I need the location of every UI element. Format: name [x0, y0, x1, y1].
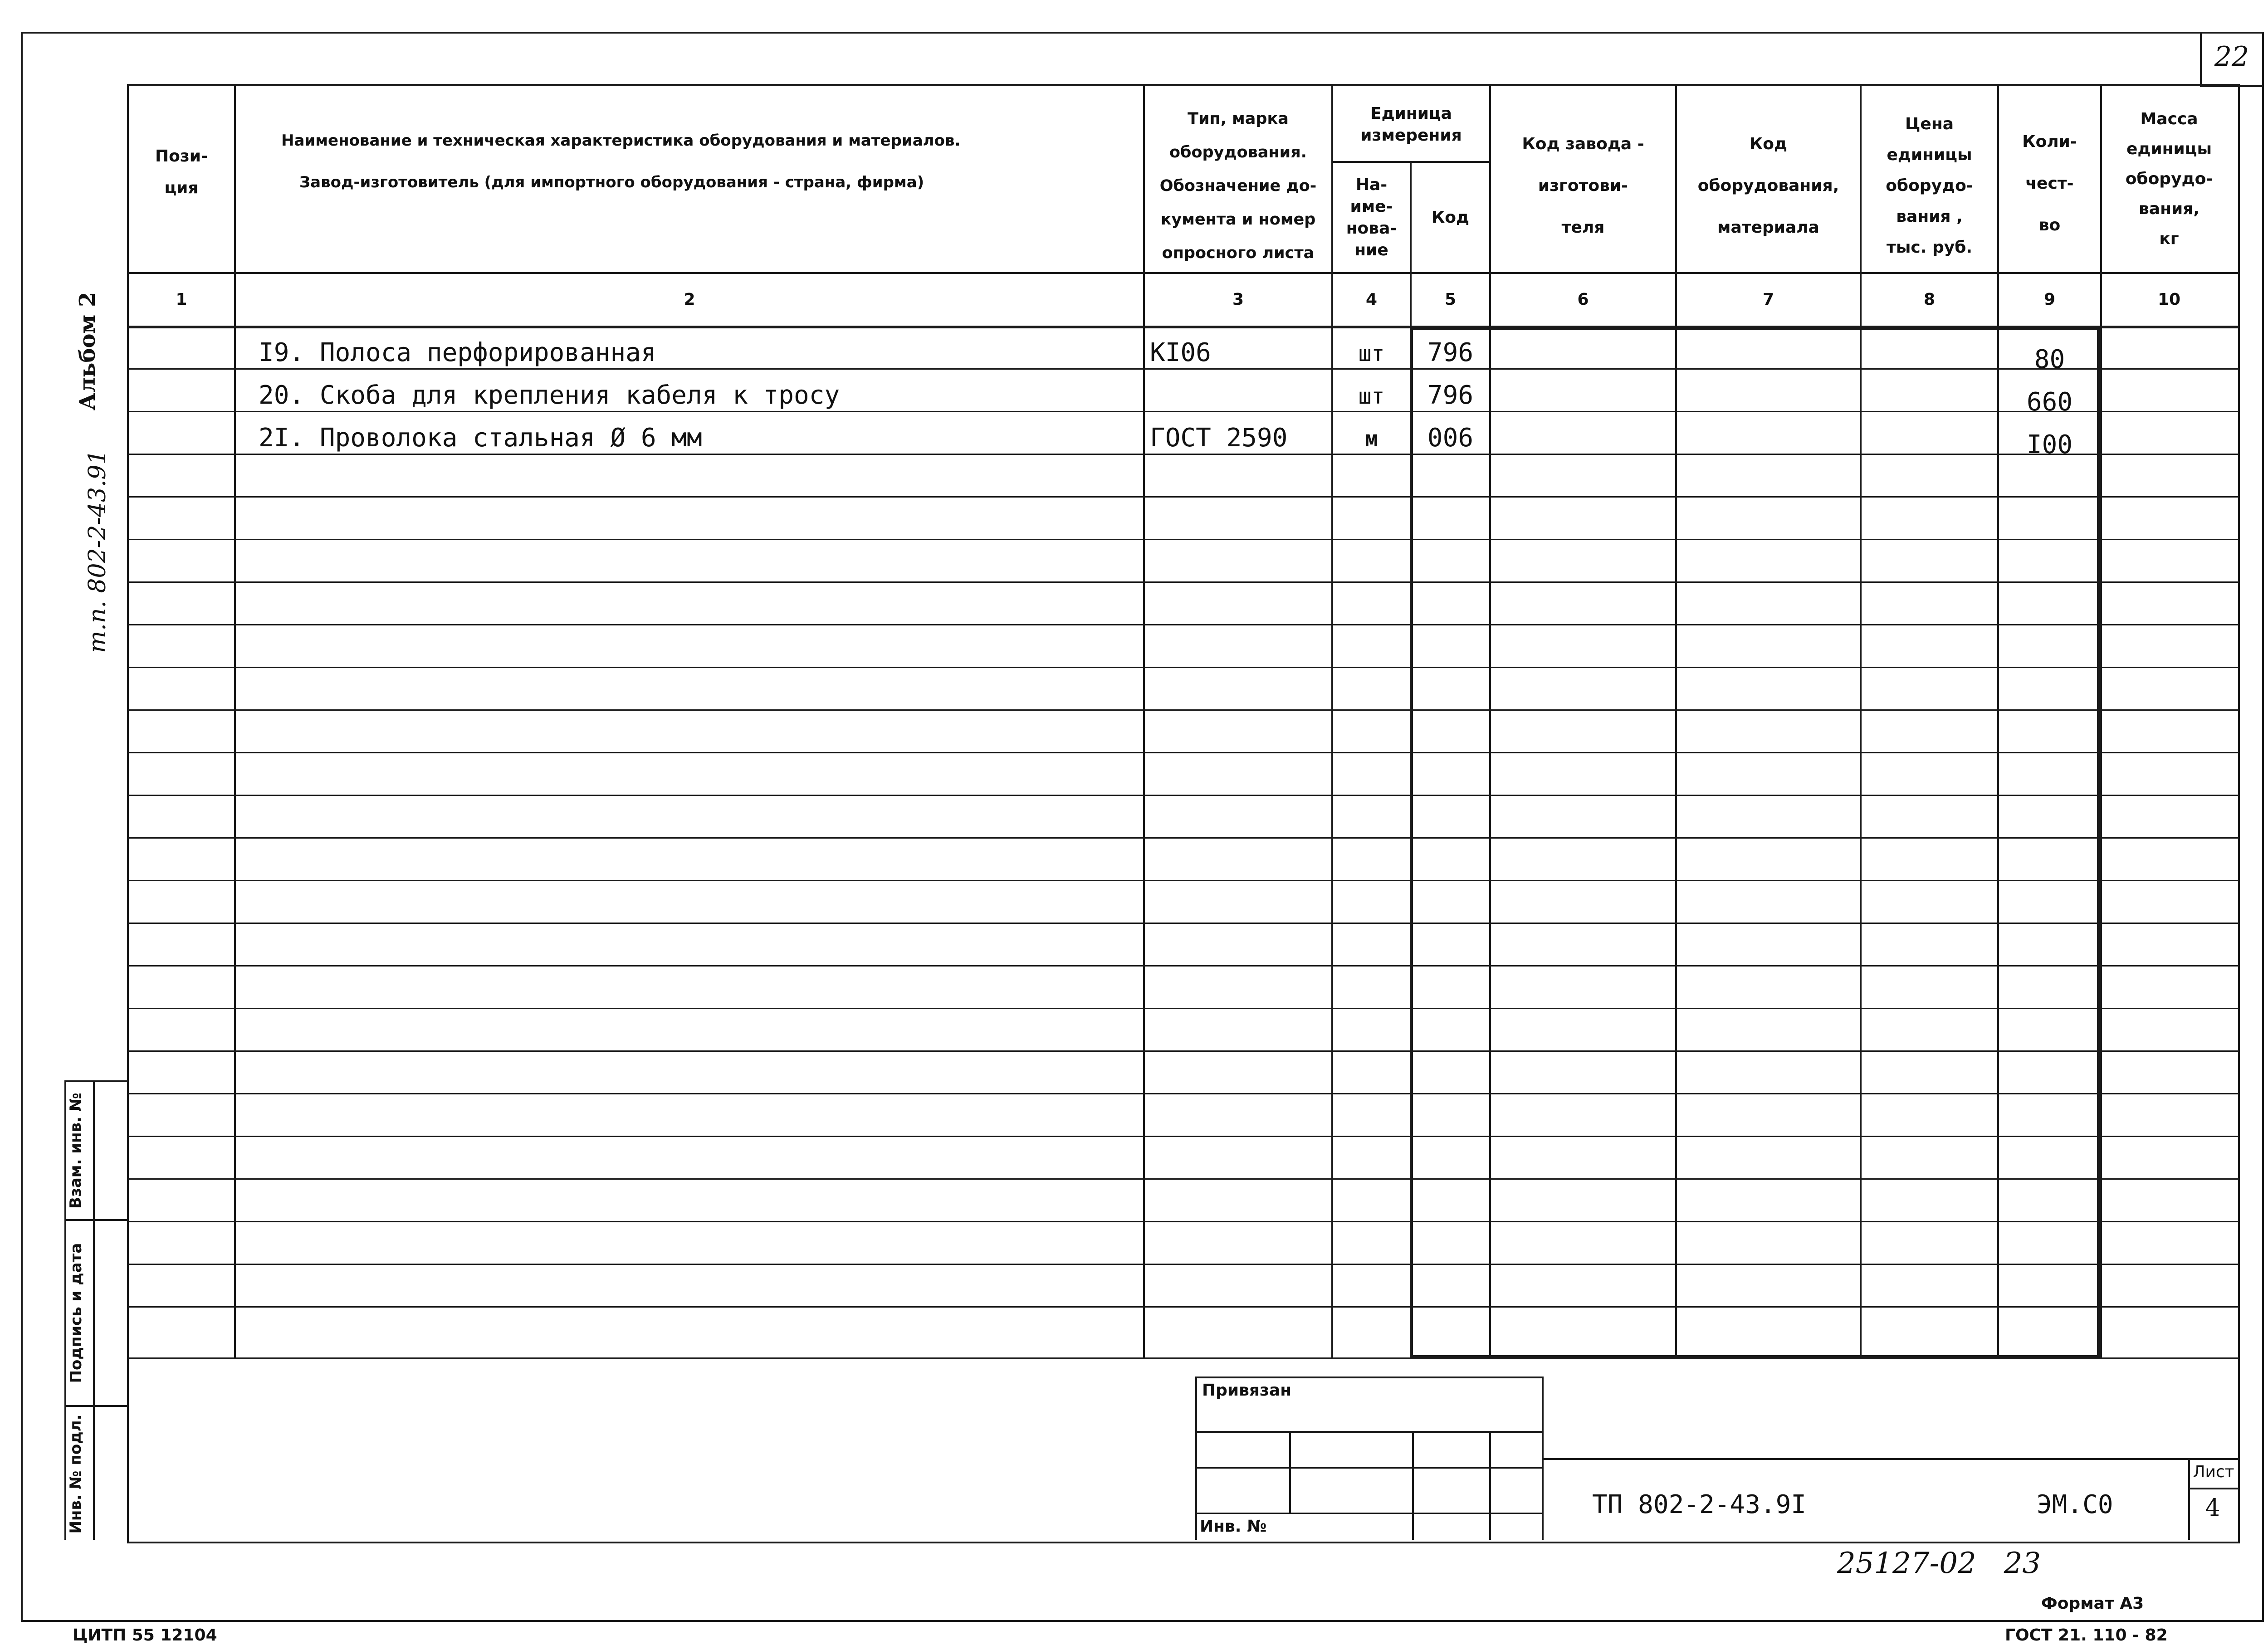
- header-equipment-code: Код оборудования, материала: [1697, 135, 1839, 237]
- format-label: Формат А3: [2041, 1594, 2144, 1613]
- document-code: ТП 802-2-43.9I: [1592, 1490, 1807, 1519]
- side-vzam-label: Взам. инв. №: [67, 1093, 85, 1209]
- colnum-6: 6: [1577, 290, 1589, 309]
- col-divider: [1331, 84, 1333, 1358]
- colnum-7: 7: [1762, 290, 1774, 309]
- header-unit-group: Единица измерения: [1360, 104, 1462, 145]
- header-quantity: Коли- чест- во: [2022, 132, 2077, 234]
- row-unit-code: 006: [1427, 423, 1474, 453]
- archive-number: 25127-02 23: [1837, 1547, 2041, 1580]
- privyazan-divider: [1289, 1431, 1291, 1513]
- row-unit: шт: [1358, 384, 1385, 409]
- row-type: ГОСТ 2590: [1150, 423, 1288, 453]
- sheet-label: Лист: [2193, 1463, 2234, 1481]
- colnum-4: 4: [1365, 290, 1378, 309]
- header-type: Тип, марка оборудования. Обозначение до- кумента и номер опросного листа: [1159, 110, 1317, 262]
- header-name: [281, 132, 1120, 191]
- col-divider: [234, 84, 236, 1358]
- sheet-box-divider: [2188, 1488, 2238, 1489]
- colnum-8: 8: [1923, 290, 1936, 309]
- row-quantity: 660: [2026, 387, 2073, 417]
- privyazan-divider: [1195, 1467, 1544, 1469]
- header-unit-name: На- име- нова- ние: [1346, 176, 1397, 259]
- row-unit: м: [1365, 426, 1378, 452]
- unit-group-divider: [1331, 161, 1491, 163]
- header-unit-code: Код: [1431, 208, 1470, 227]
- colnum-10: 10: [2157, 290, 2181, 309]
- side-inv-podl-label: Инв. № подл.: [67, 1414, 85, 1534]
- row-unit-code: 796: [1427, 381, 1474, 410]
- privyazan-divider: [1195, 1431, 1544, 1433]
- document-mark: ЭМ.С0: [2037, 1490, 2113, 1519]
- sheet-number: 4: [2205, 1494, 2220, 1522]
- side-album-label: Альбом 2: [75, 292, 100, 410]
- row-name: 2I. Проволока стальная Ø 6 мм: [259, 423, 702, 453]
- col-divider: [1143, 84, 1145, 1358]
- header-position: Пози- ция: [155, 147, 208, 197]
- colnum-5: 5: [1444, 290, 1457, 309]
- header-name-line2: Завод-изготовитель (для импортного оборудования - страна, фирма): [299, 173, 924, 191]
- privyazan-divider: [1195, 1513, 1544, 1514]
- side-project-label: т.п. 802-2-43.91: [84, 449, 111, 653]
- header-bottom-line: [127, 272, 2238, 274]
- row-name: I9. Полоса перфорированная: [259, 338, 656, 367]
- row-type: КI06: [1150, 338, 1211, 367]
- colnum-bottom-line: [127, 326, 2238, 328]
- stamp-strip-divider: [93, 1080, 95, 1540]
- header-price: Цена единицы оборудо- вания , тыс. руб.: [1886, 115, 1973, 257]
- footer-left: ЦИТП 55 12104: [73, 1626, 217, 1645]
- bold-data-block: [1410, 327, 2100, 1358]
- row-name: 20. Скоба для крепления кабеля к тросу: [259, 381, 840, 410]
- privyazan-divider: [1489, 1431, 1491, 1540]
- colnum-1: 1: [176, 290, 187, 309]
- col-divider: [2100, 84, 2102, 1358]
- header-name-line1: Наименование и техническая характеристика оборудования и материалов.: [281, 132, 961, 150]
- colnum-2: 2: [684, 290, 695, 309]
- corner-sheet-number: 22: [2214, 41, 2249, 73]
- row-unit: шт: [1358, 341, 1385, 366]
- colnum-9: 9: [2043, 290, 2056, 309]
- privyazan-box: [1195, 1377, 1544, 1540]
- footer-right: ГОСТ 21. 110 - 82: [2005, 1626, 2168, 1645]
- header-factory-code: Код завода - изготови- теля: [1522, 135, 1644, 237]
- header-mass: Масса единицы оборудо- вания, кг: [2125, 110, 2213, 248]
- colnum-3: 3: [1232, 290, 1244, 309]
- inv-no-label: Инв. №: [1200, 1517, 1267, 1536]
- side-podpis-label: Подпись и дата: [67, 1243, 85, 1383]
- row-quantity: I00: [2026, 430, 2073, 459]
- row-quantity: 80: [2034, 345, 2065, 374]
- privyazan-label: Привязан: [1202, 1381, 1292, 1400]
- privyazan-divider: [1412, 1431, 1414, 1540]
- title-top-line: [1544, 1458, 2238, 1460]
- row-unit-code: 796: [1427, 338, 1474, 367]
